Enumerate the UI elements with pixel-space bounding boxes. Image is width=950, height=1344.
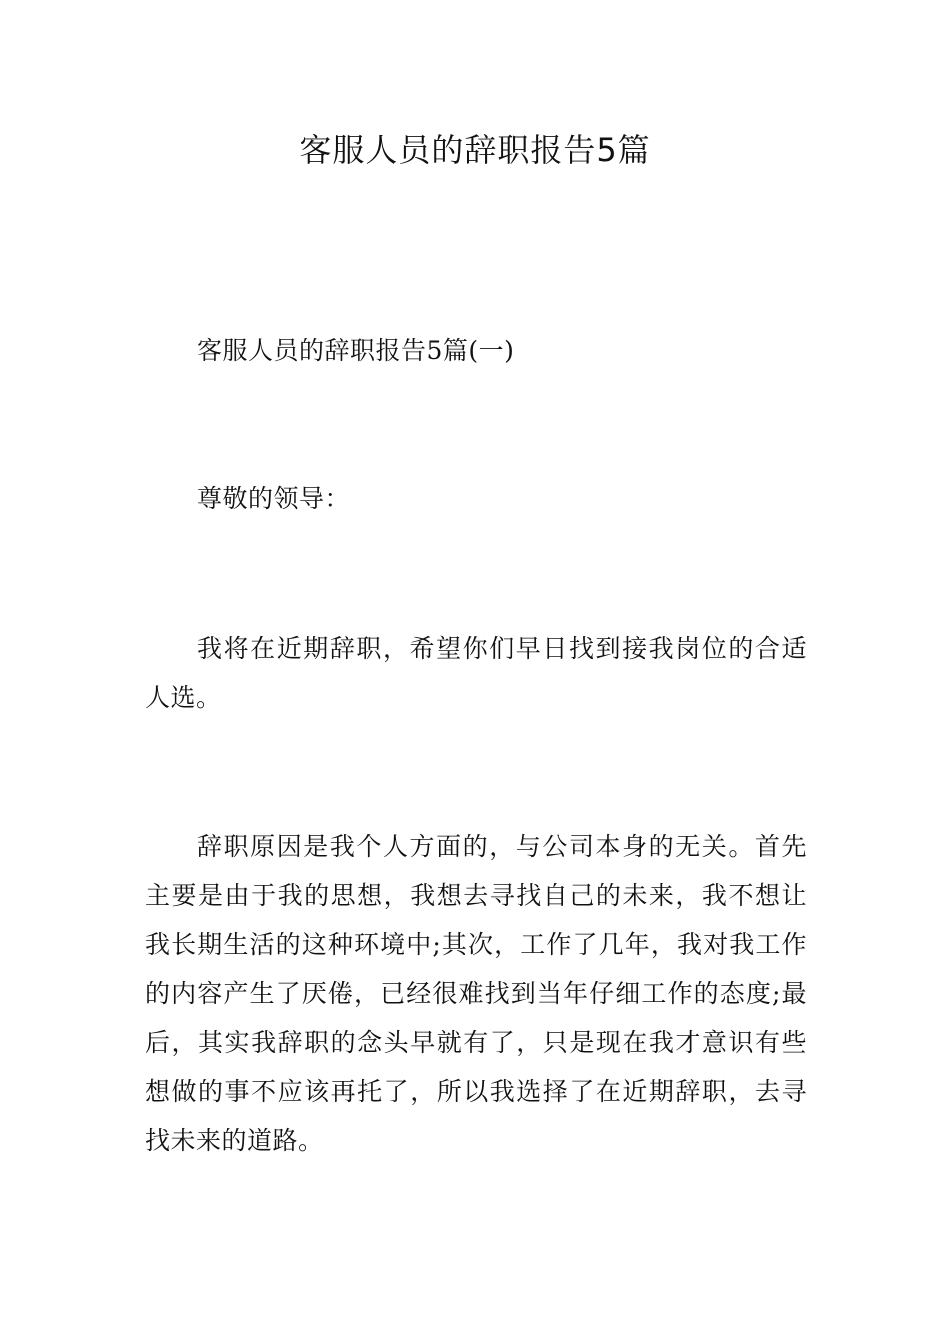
document-title: 客服人员的辞职报告5篇 (299, 131, 651, 169)
salutation: 尊敬的领导： (197, 484, 351, 513)
body-paragraph-reason: 辞职原因是我个人方面的，与公司本身的无关。首先主要是由于我的思想，我想去寻找自己的未来，我不想让我长期生活的这种环境中;其次，工作了几年，我对我工作的内容产生了厌倦，已经很难找到当年仔细工作的态度;最后，其实我辞职的念头早就有了，只是现在我才意识有些想做的事不应该再托了，所以我选择了在近期辞职，去寻找未来的道路。 (145, 832, 807, 1155)
section-heading: 客服人员的辞职报告5篇(一) (197, 336, 515, 365)
body-paragraph-notice: 我将在近期辞职，希望你们早日找到接我岗位的合适人选。 (145, 634, 807, 712)
